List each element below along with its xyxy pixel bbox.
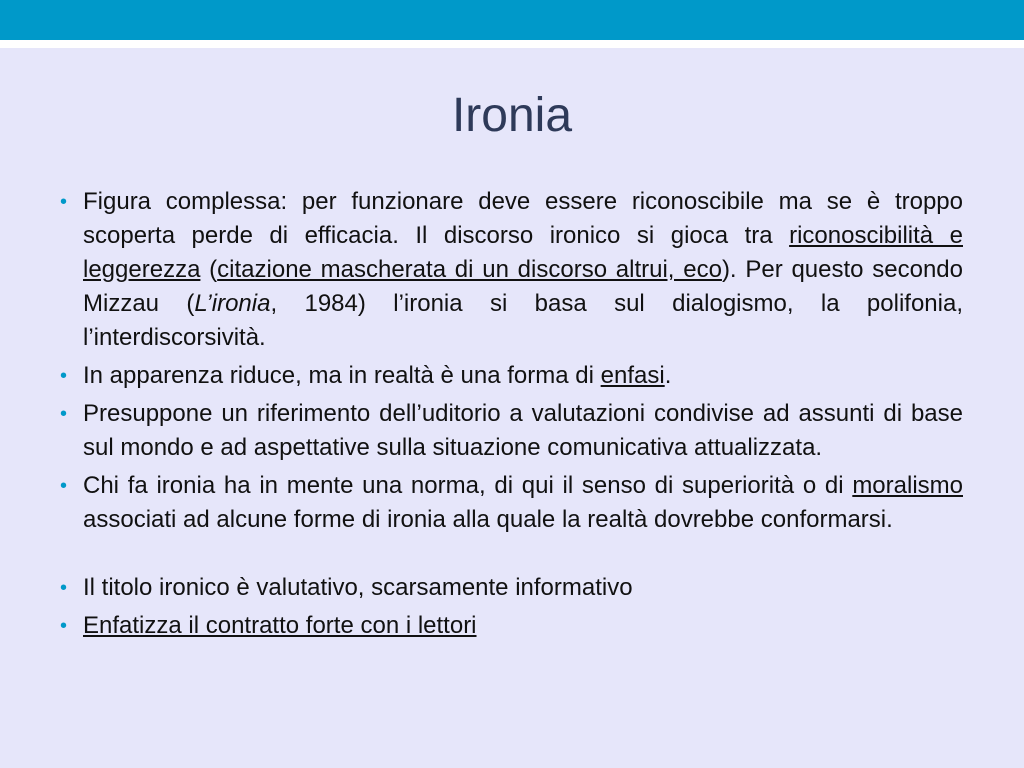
bullet-icon: •	[60, 365, 68, 387]
bullet-item-1	[60, 185, 963, 355]
bullet-item-4	[60, 469, 963, 537]
bullet-text: Il titolo ironico è valutativo, scarsamente informativo	[83, 574, 633, 601]
bullet-icon: •	[60, 615, 68, 637]
bullet-list	[60, 185, 963, 643]
bullet-text: (	[200, 256, 218, 283]
bullet-icon: •	[60, 475, 68, 497]
bullet-icon: •	[60, 191, 68, 213]
bullet-item-6	[60, 609, 963, 643]
underlined-term: Enfatizza il contratto forte con i lettori	[83, 612, 477, 639]
slide-body	[60, 185, 963, 647]
underlined-term: moralismo	[852, 472, 963, 499]
italic-book-title: L’ironia	[194, 290, 271, 317]
top-accent-bar	[0, 0, 1024, 40]
bullet-icon: •	[60, 403, 68, 425]
bullet-text: ). Per questo secondo Mizzau (	[83, 256, 963, 317]
bullet-text: Presuppone un riferimento dell’uditorio a valutazioni condivise ad assunti di base sul mondo e ad aspettative sulla situazione comunicativa attualizzata.	[83, 400, 963, 461]
slide-title: Ironia	[451, 89, 573, 142]
bullet-item-5	[60, 571, 963, 605]
bullet-text: .	[664, 362, 672, 389]
bullet-icon: •	[60, 577, 68, 599]
bullet-item-2	[60, 359, 963, 393]
bullet-text: , 1984) l’ironia si basa sul dialogismo, la polifonia, l’interdiscorsività.	[83, 290, 963, 351]
bullet-item-3	[60, 397, 963, 465]
underlined-term: riconoscibilità e leggerezza	[83, 222, 963, 283]
bullet-text: associati ad alcune forme di ironia alla quale la realtà dovrebbe conformarsi.	[83, 506, 893, 533]
bullet-text: Figura complessa: per funzionare deve essere riconoscibile ma se è troppo scoperta perde di efficacia. Il discorso ironico si gioca tra	[83, 188, 963, 249]
underlined-term: citazione mascherata di un discorso altrui, eco	[217, 256, 722, 283]
bullet-text: In apparenza riduce, ma in realtà è una forma di	[83, 362, 601, 389]
bullet-text: Chi fa ironia ha in mente una norma, di qui il senso di superiorità o di	[83, 472, 853, 499]
underlined-term: enfasi	[600, 362, 665, 389]
